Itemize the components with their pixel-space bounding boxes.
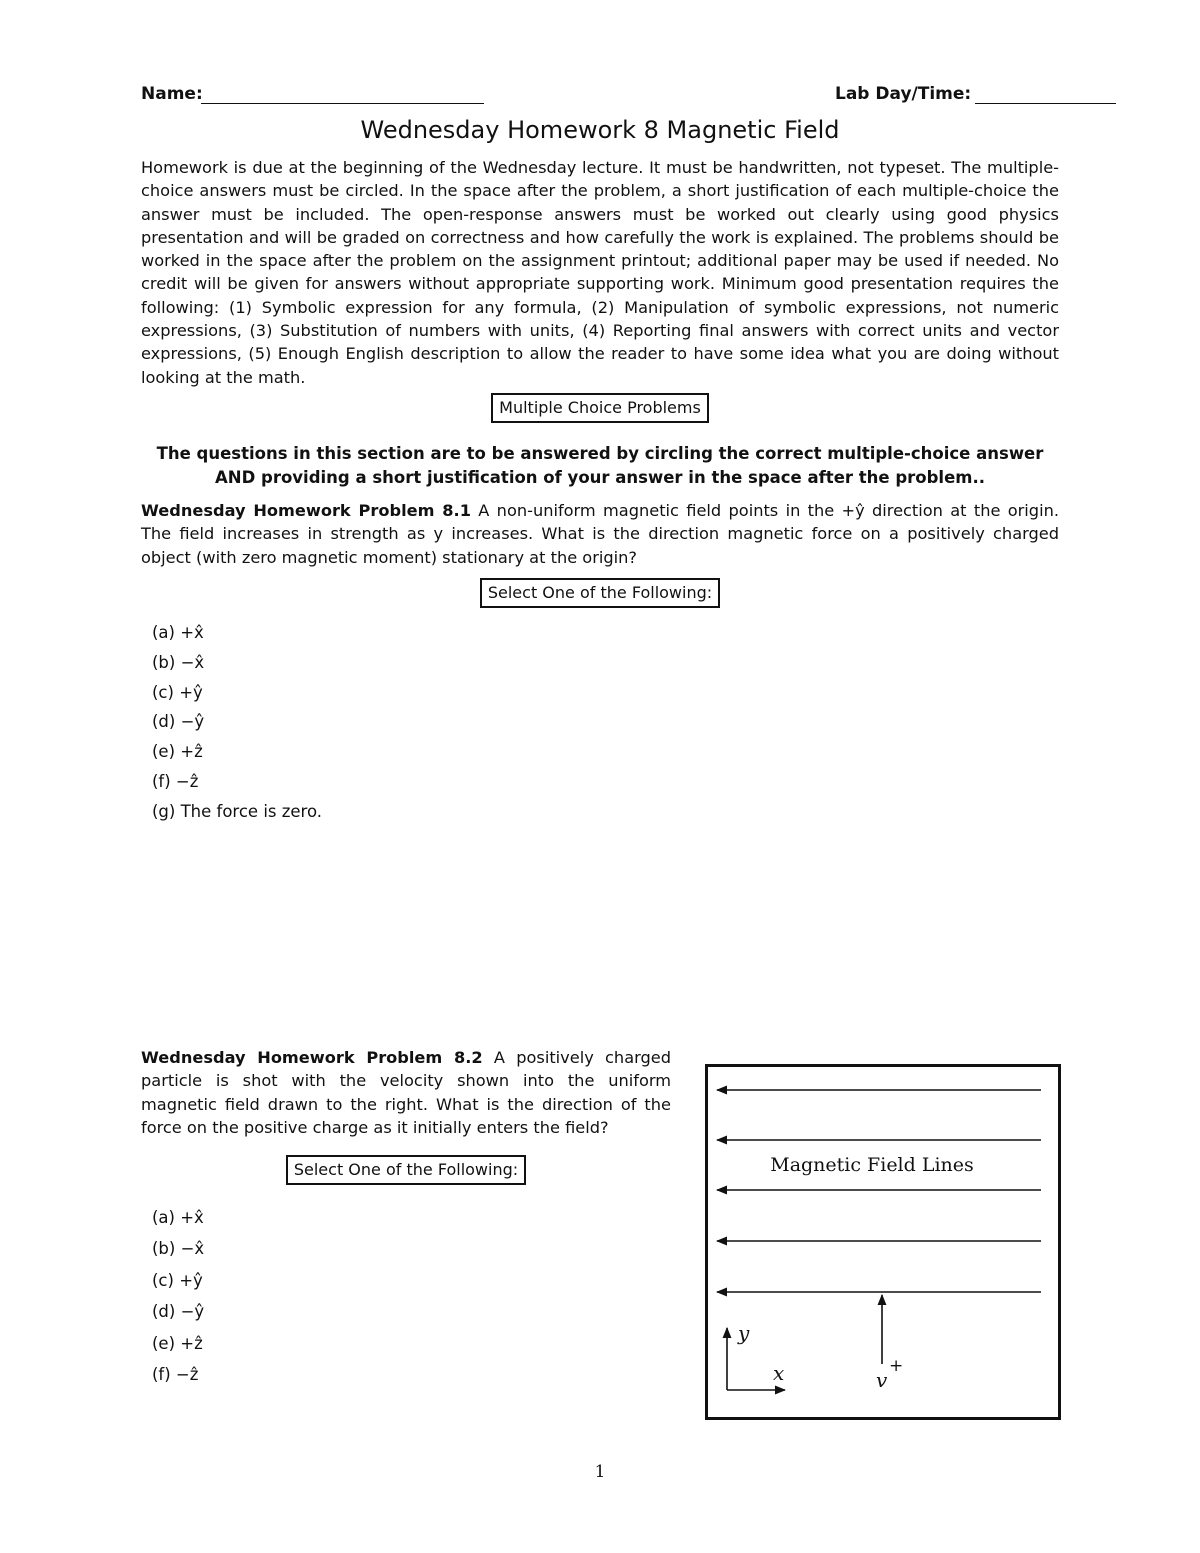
select-box-1: Select One of the Following:	[480, 578, 720, 608]
x-axis-label: x	[773, 1361, 785, 1385]
section-instructions: The questions in this section are to be answered by circling the correct multiple-choice answer AND providing a short justification of your answer in the space after the problem..	[156, 444, 1044, 487]
option-e[interactable]: (e) +ẑ	[152, 742, 203, 762]
charge-sign: +	[889, 1356, 904, 1376]
option-a[interactable]: (a) +x̂	[152, 1208, 204, 1227]
section-box-wrap	[0, 393, 1200, 423]
lab-day-time-blank-line	[975, 103, 1116, 104]
problem-8-1-options	[152, 618, 322, 827]
option-f[interactable]: (f) −ẑ	[152, 1364, 199, 1384]
page-number: 1	[594, 1462, 606, 1482]
problem-8-2-options	[152, 1202, 204, 1390]
y-axis-label: y	[738, 1321, 750, 1345]
header	[141, 84, 1116, 108]
problem-8-1-title: Wednesday Homework Problem 8.1	[141, 501, 471, 520]
velocity-label: v	[876, 1368, 888, 1392]
option-g[interactable]: (g) The force is zero.	[152, 801, 323, 821]
field-lines-label: Magnetic Field Lines	[770, 1154, 974, 1176]
option-b[interactable]: (b) −x̂	[152, 652, 205, 672]
option-e[interactable]: (e) +ẑ	[152, 1333, 203, 1353]
option-f[interactable]: (f) −ẑ	[152, 771, 199, 791]
section-box: Multiple Choice Problems	[491, 393, 709, 423]
name-label: Name:	[141, 84, 203, 104]
problem-8-1	[141, 499, 1059, 569]
option-c[interactable]: (c) +ŷ	[152, 1270, 203, 1290]
problem-8-2-text: A positively charged particle is shot with the velocity shown into the uniform magnetic field drawn to the right. What is the direction of the force on the positive charge as it initially enters the field?	[141, 1048, 671, 1137]
option-a[interactable]: (a) +x̂	[152, 623, 204, 642]
lab-day-time-label: Lab Day/Time:	[835, 84, 972, 104]
select-box-1-wrap	[0, 578, 1200, 608]
option-d[interactable]: (d) −ŷ	[152, 712, 205, 732]
instructions-paragraph: Homework is due at the beginning of the Wednesday lecture. It must be handwritten, not typeset. The multiple-choice answers must be circled. In the space after the problem, a short justification of each multiple-choice the answer must be included. The open-response answers must be worked out clearly using good physics presentation and will be graded on correctness and how carefully the work is explained. The problems should be worked in the space after the problem on the assignment printout; additional paper may be used if needed. No credit will be given for answers without appropriate supporting work. Minimum good presentation requires the following: (1) Symbolic expression for any formula, (2) Manipulation of symbolic expressions, not numeric expressions, (3) Substitution of numbers with units, (4) Reporting final answers with correct units and vector expressions, (5) Enough English description to allow the reader to have some idea what you are doing without looking at the math.	[141, 158, 1059, 387]
select-box-2-wrap	[141, 1155, 671, 1185]
problem-8-1-text: A non-uniform magnetic field points in the +ŷ direction at the origin. The field increases in strength as y increases. What is the direction magnetic force on a positively charged object (with zero magnetic moment) stationary at the origin?	[141, 501, 1059, 567]
magnetic-field-diagram	[705, 1064, 1061, 1420]
option-d[interactable]: (d) −ŷ	[152, 1302, 205, 1322]
magnetic-field-figure	[705, 1064, 1061, 1420]
problem-8-2-title: Wednesday Homework Problem 8.2	[141, 1048, 483, 1067]
option-b[interactable]: (b) −x̂	[152, 1239, 205, 1259]
option-c[interactable]: (c) +ŷ	[152, 682, 203, 702]
name-blank-line	[201, 103, 484, 104]
select-box-2: Select One of the Following:	[286, 1155, 526, 1185]
figure-frame	[707, 1066, 1060, 1419]
problem-8-2	[141, 1046, 671, 1139]
page-title: Wednesday Homework 8 Magnetic Field	[360, 116, 840, 144]
